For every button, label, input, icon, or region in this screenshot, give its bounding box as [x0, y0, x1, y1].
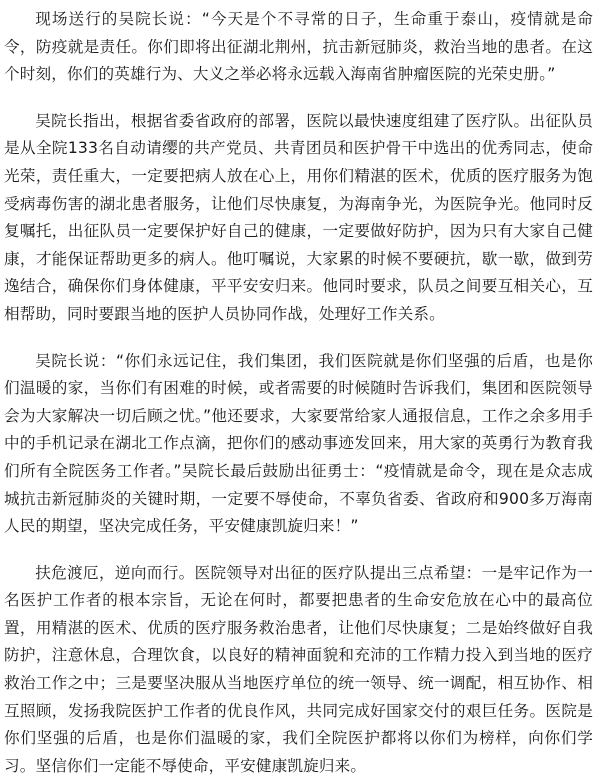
paragraph-three-hopes: 扶危渡厄，逆向而行。医院领导对出征的医疗队提出三点希望：一是牢记作为一名医护工作者的根本宗旨，无论在何时，都要把患者的生命安危放在心中的最高位置，用精湛的医术、优质的医疗服务救治患者，让他们尽快康复；二是始终做好自我防护，注意休息，合理饮食，以良好的精神面貌和充沛的工作精力投入到当地的医疗救治工作之中；三是要坚决服从当地医疗单位的统一领导、统一调配，相互协作、相互照顾，发扬我院医护工作者的优良作风，共同完成好国家交付的艰巨任务。医院是你们坚强的后盾，也是你们温暖的家，我们全院医护都将以你们为榜样，向你们学习。坚信你们一定能不辱使命，平安健康凯旋归来。 [4, 563, 593, 775]
paragraph-team-instructions: 吴院长指出，根据省委省政府的部署，医院以最快速度组建了医疗队。出征队员是从全院133名自动请缨的共产党员、共青团员和医护骨干中选出的优秀同志，使命光荣，责任重大，一定要把病人放在心上，用你们精湛的医术，优质的医疗服务为饱受病毒伤害的湖北患者服务，让他们尽快康复，为海南争光，为医院争光。他同时反复嘱托，出征队员一定要保护好自己的健康，一定要做好防护，因为只有大家自己健康，才能保证帮助更多的病人。他叮嘱说，大家累的时候不要硬抗，歇一歇，做到劳逸结合，确保你们身体健康，平平安安归来。他同时要求，队员之间要互相关心，互相帮助，同时要跟当地的医护人员协同作战，处理好工作关系。 [4, 111, 593, 323]
paragraph-send-off-speech: 现场送行的吴院长说：“今天是个不寻常的日子，生命重于泰山，疫情就是命令，防疫就是责任。你们即将出征湖北荆州，抗击新冠肺炎，救治当地的患者。在这个时刻，你们的英雄行为、大义之举必将永远载入海南省肿瘤医院的光荣史册。” [4, 10, 593, 84]
paragraph-hospital-support: 吴院长说：“你们永远记住，我们集团，我们医院就是你们坚强的后盾，也是你们温暖的家，当你们有困难的时候，或者需要的时候随时告诉我们，集团和医院领导会为大家解决一切后顾之忧。”他还要求，大家要常给家人通报信息，工作之余多用手中的手机记录在湖北工作点滴，把你们的感动事迹发回来，用大家的英勇行为教育我们所有全院医务工作者。”吴院长最后鼓励出征勇士：“疫情就是命令，现在是众志成城抗击新冠肺炎的关键时期，一定要不辱使命，不辜负省委、省政府和900多万海南人民的期望，坚决完成任务，平安健康凯旋归来！” [4, 351, 593, 536]
